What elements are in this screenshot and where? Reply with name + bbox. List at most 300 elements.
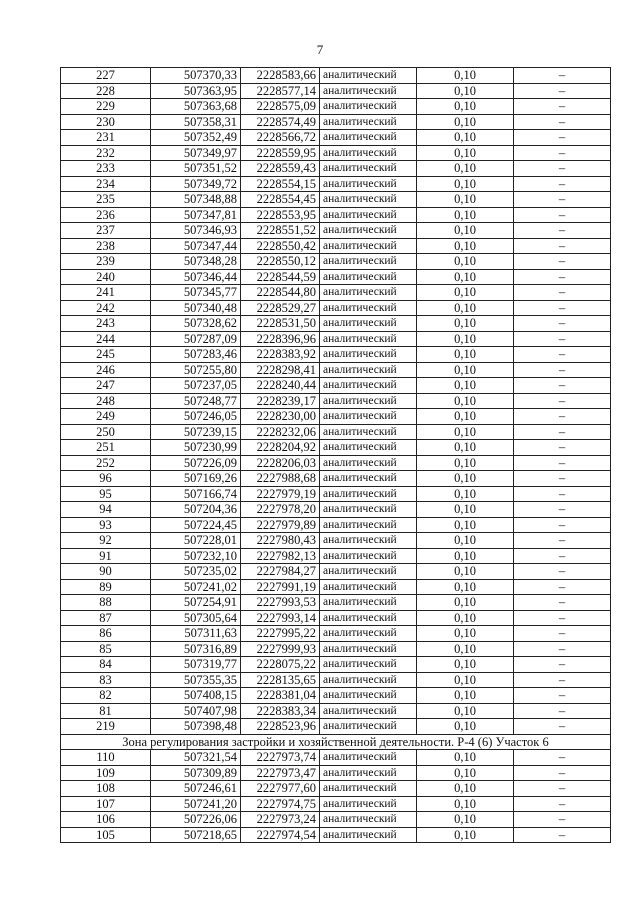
accuracy-cell: 0,10: [417, 192, 514, 208]
accuracy-cell: 0,10: [417, 254, 514, 270]
point-number-cell: 228: [61, 83, 151, 99]
accuracy-cell: 0,10: [417, 688, 514, 704]
accuracy-cell: 0,10: [417, 641, 514, 657]
accuracy-cell: 0,10: [417, 672, 514, 688]
method-cell: аналитический: [320, 254, 417, 270]
x-coordinate-cell: 507345,77: [151, 285, 241, 301]
x-coordinate-cell: 507255,80: [151, 362, 241, 378]
method-cell: аналитический: [320, 486, 417, 502]
y-coordinate-cell: 2228523,96: [241, 719, 320, 735]
table-row: [61, 486, 611, 502]
y-coordinate-cell: 2228559,95: [241, 145, 320, 161]
table-row: [61, 238, 611, 254]
point-number-cell: 108: [61, 781, 151, 797]
point-number-cell: 245: [61, 347, 151, 363]
y-coordinate-cell: 2228383,34: [241, 703, 320, 719]
y-coordinate-cell: 2228239,17: [241, 393, 320, 409]
table-row: [61, 517, 611, 533]
note-cell: –: [514, 703, 611, 719]
table-row: [61, 564, 611, 580]
x-coordinate-cell: 507235,02: [151, 564, 241, 580]
x-coordinate-cell: 507230,99: [151, 440, 241, 456]
point-number-cell: 92: [61, 533, 151, 549]
coordinates-table-body-after: [61, 750, 611, 843]
accuracy-cell: 0,10: [417, 502, 514, 518]
y-coordinate-cell: 2228396,96: [241, 331, 320, 347]
point-number-cell: 230: [61, 114, 151, 130]
point-number-cell: 90: [61, 564, 151, 580]
y-coordinate-cell: 2228553,95: [241, 207, 320, 223]
accuracy-cell: 0,10: [417, 223, 514, 239]
point-number-cell: 234: [61, 176, 151, 192]
y-coordinate-cell: 2228075,22: [241, 657, 320, 673]
table-row: [61, 99, 611, 115]
y-coordinate-cell: 2228232,06: [241, 424, 320, 440]
x-coordinate-cell: 507169,26: [151, 471, 241, 487]
table-row: [61, 130, 611, 146]
note-cell: –: [514, 486, 611, 502]
point-number-cell: 233: [61, 161, 151, 177]
point-number-cell: 96: [61, 471, 151, 487]
method-cell: аналитический: [320, 626, 417, 642]
point-number-cell: 231: [61, 130, 151, 146]
method-cell: аналитический: [320, 657, 417, 673]
coordinates-table: [60, 67, 611, 843]
table-row: [61, 455, 611, 471]
x-coordinate-cell: 507321,54: [151, 750, 241, 766]
method-cell: аналитический: [320, 548, 417, 564]
y-coordinate-cell: 2227993,53: [241, 595, 320, 611]
coordinates-table-body-before: [61, 68, 611, 735]
method-cell: аналитический: [320, 269, 417, 285]
note-cell: –: [514, 610, 611, 626]
method-cell: аналитический: [320, 378, 417, 394]
method-cell: аналитический: [320, 641, 417, 657]
table-row: [61, 703, 611, 719]
note-cell: –: [514, 207, 611, 223]
y-coordinate-cell: 2228554,15: [241, 176, 320, 192]
accuracy-cell: 0,10: [417, 83, 514, 99]
x-coordinate-cell: 507340,48: [151, 300, 241, 316]
table-row: [61, 626, 611, 642]
note-cell: –: [514, 393, 611, 409]
method-cell: аналитический: [320, 688, 417, 704]
method-cell: аналитический: [320, 362, 417, 378]
point-number-cell: 232: [61, 145, 151, 161]
y-coordinate-cell: 2228550,42: [241, 238, 320, 254]
x-coordinate-cell: 507348,88: [151, 192, 241, 208]
accuracy-cell: 0,10: [417, 424, 514, 440]
method-cell: аналитический: [320, 192, 417, 208]
method-cell: аналитический: [320, 83, 417, 99]
y-coordinate-cell: 2228559,43: [241, 161, 320, 177]
point-number-cell: 240: [61, 269, 151, 285]
x-coordinate-cell: 507239,15: [151, 424, 241, 440]
method-cell: аналитический: [320, 207, 417, 223]
y-coordinate-cell: 2227984,27: [241, 564, 320, 580]
x-coordinate-cell: 507232,10: [151, 548, 241, 564]
table-row: [61, 362, 611, 378]
note-cell: –: [514, 424, 611, 440]
x-coordinate-cell: 507287,09: [151, 331, 241, 347]
method-cell: аналитический: [320, 440, 417, 456]
point-number-cell: 229: [61, 99, 151, 115]
note-cell: –: [514, 254, 611, 270]
point-number-cell: 249: [61, 409, 151, 425]
table-row: [61, 641, 611, 657]
point-number-cell: 86: [61, 626, 151, 642]
table-row: [61, 68, 611, 84]
table-row: [61, 347, 611, 363]
method-cell: аналитический: [320, 455, 417, 471]
method-cell: аналитический: [320, 672, 417, 688]
accuracy-cell: 0,10: [417, 99, 514, 115]
y-coordinate-cell: 2228551,52: [241, 223, 320, 239]
point-number-cell: 83: [61, 672, 151, 688]
method-cell: аналитический: [320, 316, 417, 332]
table-row: [61, 409, 611, 425]
y-coordinate-cell: 2228575,09: [241, 99, 320, 115]
method-cell: аналитический: [320, 409, 417, 425]
point-number-cell: 87: [61, 610, 151, 626]
table-row: [61, 176, 611, 192]
table-row: [61, 83, 611, 99]
table-row: [61, 192, 611, 208]
point-number-cell: 105: [61, 827, 151, 843]
accuracy-cell: 0,10: [417, 564, 514, 580]
table-row: [61, 471, 611, 487]
x-coordinate-cell: 507319,77: [151, 657, 241, 673]
x-coordinate-cell: 507226,09: [151, 455, 241, 471]
accuracy-cell: 0,10: [417, 440, 514, 456]
accuracy-cell: 0,10: [417, 176, 514, 192]
y-coordinate-cell: 2228529,27: [241, 300, 320, 316]
point-number-cell: 248: [61, 393, 151, 409]
table-row: [61, 378, 611, 394]
y-coordinate-cell: 2228240,44: [241, 378, 320, 394]
y-coordinate-cell: 2228554,45: [241, 192, 320, 208]
y-coordinate-cell: 2228583,66: [241, 68, 320, 84]
y-coordinate-cell: 2227977,60: [241, 781, 320, 797]
x-coordinate-cell: 507241,02: [151, 579, 241, 595]
accuracy-cell: 0,10: [417, 579, 514, 595]
accuracy-cell: 0,10: [417, 300, 514, 316]
y-coordinate-cell: 2227982,13: [241, 548, 320, 564]
note-cell: –: [514, 99, 611, 115]
point-number-cell: 84: [61, 657, 151, 673]
table-row: [61, 254, 611, 270]
y-coordinate-cell: 2227979,19: [241, 486, 320, 502]
y-coordinate-cell: 2227979,89: [241, 517, 320, 533]
accuracy-cell: 0,10: [417, 626, 514, 642]
x-coordinate-cell: 507224,45: [151, 517, 241, 533]
table-row: [61, 610, 611, 626]
x-coordinate-cell: 507347,44: [151, 238, 241, 254]
method-cell: аналитический: [320, 393, 417, 409]
x-coordinate-cell: 507246,61: [151, 781, 241, 797]
accuracy-cell: 0,10: [417, 781, 514, 797]
y-coordinate-cell: 2228204,92: [241, 440, 320, 456]
method-cell: аналитический: [320, 579, 417, 595]
x-coordinate-cell: 507226,06: [151, 812, 241, 828]
method-cell: аналитический: [320, 502, 417, 518]
note-cell: –: [514, 161, 611, 177]
point-number-cell: 93: [61, 517, 151, 533]
note-cell: –: [514, 533, 611, 549]
note-cell: –: [514, 269, 611, 285]
accuracy-cell: 0,10: [417, 130, 514, 146]
note-cell: –: [514, 440, 611, 456]
x-coordinate-cell: 507363,95: [151, 83, 241, 99]
point-number-cell: 243: [61, 316, 151, 332]
y-coordinate-cell: 2227991,19: [241, 579, 320, 595]
accuracy-cell: 0,10: [417, 409, 514, 425]
accuracy-cell: 0,10: [417, 68, 514, 84]
note-cell: –: [514, 331, 611, 347]
section-header-row: [61, 734, 611, 750]
x-coordinate-cell: 507283,46: [151, 347, 241, 363]
point-number-cell: 107: [61, 796, 151, 812]
note-cell: –: [514, 827, 611, 843]
note-cell: –: [514, 657, 611, 673]
point-number-cell: 244: [61, 331, 151, 347]
table-row: [61, 781, 611, 797]
table-row: [61, 719, 611, 735]
accuracy-cell: 0,10: [417, 812, 514, 828]
point-number-cell: 106: [61, 812, 151, 828]
y-coordinate-cell: 2227999,93: [241, 641, 320, 657]
note-cell: –: [514, 471, 611, 487]
note-cell: –: [514, 83, 611, 99]
x-coordinate-cell: 507246,05: [151, 409, 241, 425]
point-number-cell: 85: [61, 641, 151, 657]
accuracy-cell: 0,10: [417, 657, 514, 673]
note-cell: –: [514, 781, 611, 797]
accuracy-cell: 0,10: [417, 719, 514, 735]
table-row: [61, 750, 611, 766]
accuracy-cell: 0,10: [417, 161, 514, 177]
accuracy-cell: 0,10: [417, 765, 514, 781]
table-row: [61, 548, 611, 564]
note-cell: –: [514, 176, 611, 192]
x-coordinate-cell: 507363,68: [151, 99, 241, 115]
accuracy-cell: 0,10: [417, 486, 514, 502]
note-cell: –: [514, 68, 611, 84]
note-cell: –: [514, 765, 611, 781]
section-header-group: [61, 734, 611, 750]
note-cell: –: [514, 502, 611, 518]
y-coordinate-cell: 2228577,14: [241, 83, 320, 99]
accuracy-cell: 0,10: [417, 703, 514, 719]
method-cell: аналитический: [320, 765, 417, 781]
accuracy-cell: 0,10: [417, 145, 514, 161]
y-coordinate-cell: 2228298,41: [241, 362, 320, 378]
table-row: [61, 765, 611, 781]
note-cell: –: [514, 517, 611, 533]
method-cell: аналитический: [320, 68, 417, 84]
method-cell: аналитический: [320, 285, 417, 301]
x-coordinate-cell: 507349,72: [151, 176, 241, 192]
method-cell: аналитический: [320, 424, 417, 440]
accuracy-cell: 0,10: [417, 455, 514, 471]
method-cell: аналитический: [320, 719, 417, 735]
note-cell: –: [514, 145, 611, 161]
note-cell: –: [514, 672, 611, 688]
y-coordinate-cell: 2228383,92: [241, 347, 320, 363]
method-cell: аналитический: [320, 750, 417, 766]
method-cell: аналитический: [320, 517, 417, 533]
accuracy-cell: 0,10: [417, 750, 514, 766]
x-coordinate-cell: 507408,15: [151, 688, 241, 704]
y-coordinate-cell: 2227988,68: [241, 471, 320, 487]
method-cell: аналитический: [320, 176, 417, 192]
y-coordinate-cell: 2227974,54: [241, 827, 320, 843]
x-coordinate-cell: 507349,97: [151, 145, 241, 161]
y-coordinate-cell: 2227995,22: [241, 626, 320, 642]
table-row: [61, 595, 611, 611]
x-coordinate-cell: 507348,28: [151, 254, 241, 270]
point-number-cell: 241: [61, 285, 151, 301]
table-row: [61, 161, 611, 177]
x-coordinate-cell: 507248,77: [151, 393, 241, 409]
x-coordinate-cell: 507407,98: [151, 703, 241, 719]
point-number-cell: 247: [61, 378, 151, 394]
y-coordinate-cell: 2228381,04: [241, 688, 320, 704]
note-cell: –: [514, 641, 611, 657]
x-coordinate-cell: 507355,35: [151, 672, 241, 688]
method-cell: аналитический: [320, 99, 417, 115]
note-cell: –: [514, 548, 611, 564]
method-cell: аналитический: [320, 300, 417, 316]
table-row: [61, 145, 611, 161]
accuracy-cell: 0,10: [417, 316, 514, 332]
y-coordinate-cell: 2228566,72: [241, 130, 320, 146]
section-title: Зона регулирования застройки и хозяйственной деятельности. Р-4 (6) Участок 6: [61, 734, 611, 750]
y-coordinate-cell: 2227978,20: [241, 502, 320, 518]
point-number-cell: 250: [61, 424, 151, 440]
note-cell: –: [514, 285, 611, 301]
y-coordinate-cell: 2228574,49: [241, 114, 320, 130]
y-coordinate-cell: 2228230,00: [241, 409, 320, 425]
accuracy-cell: 0,10: [417, 285, 514, 301]
table-row: [61, 223, 611, 239]
note-cell: –: [514, 223, 611, 239]
point-number-cell: 246: [61, 362, 151, 378]
table-row: [61, 579, 611, 595]
point-number-cell: 95: [61, 486, 151, 502]
note-cell: –: [514, 812, 611, 828]
table-row: [61, 269, 611, 285]
note-cell: –: [514, 378, 611, 394]
point-number-cell: 110: [61, 750, 151, 766]
accuracy-cell: 0,10: [417, 114, 514, 130]
point-number-cell: 109: [61, 765, 151, 781]
point-number-cell: 91: [61, 548, 151, 564]
x-coordinate-cell: 507316,89: [151, 641, 241, 657]
note-cell: –: [514, 130, 611, 146]
x-coordinate-cell: 507398,48: [151, 719, 241, 735]
x-coordinate-cell: 507241,20: [151, 796, 241, 812]
note-cell: –: [514, 238, 611, 254]
method-cell: аналитический: [320, 564, 417, 580]
accuracy-cell: 0,10: [417, 827, 514, 843]
y-coordinate-cell: 2227973,47: [241, 765, 320, 781]
table-row: [61, 812, 611, 828]
x-coordinate-cell: 507311,63: [151, 626, 241, 642]
note-cell: –: [514, 564, 611, 580]
point-number-cell: 237: [61, 223, 151, 239]
note-cell: –: [514, 595, 611, 611]
y-coordinate-cell: 2228135,65: [241, 672, 320, 688]
x-coordinate-cell: 507328,62: [151, 316, 241, 332]
table-row: [61, 533, 611, 549]
x-coordinate-cell: 507228,01: [151, 533, 241, 549]
table-row: [61, 440, 611, 456]
x-coordinate-cell: 507305,64: [151, 610, 241, 626]
page-number: 7: [316, 42, 324, 57]
method-cell: аналитический: [320, 812, 417, 828]
accuracy-cell: 0,10: [417, 796, 514, 812]
table-row: [61, 424, 611, 440]
note-cell: –: [514, 719, 611, 735]
table-row: [61, 285, 611, 301]
method-cell: аналитический: [320, 471, 417, 487]
x-coordinate-cell: 507237,05: [151, 378, 241, 394]
x-coordinate-cell: 507351,52: [151, 161, 241, 177]
table-row: [61, 316, 611, 332]
accuracy-cell: 0,10: [417, 347, 514, 363]
x-coordinate-cell: 507370,33: [151, 68, 241, 84]
table-row: [61, 502, 611, 518]
point-number-cell: 239: [61, 254, 151, 270]
point-number-cell: 81: [61, 703, 151, 719]
table-row: [61, 331, 611, 347]
y-coordinate-cell: 2228206,03: [241, 455, 320, 471]
method-cell: аналитический: [320, 130, 417, 146]
point-number-cell: 219: [61, 719, 151, 735]
note-cell: –: [514, 316, 611, 332]
x-coordinate-cell: 507358,31: [151, 114, 241, 130]
method-cell: аналитический: [320, 827, 417, 843]
note-cell: –: [514, 347, 611, 363]
table-row: [61, 114, 611, 130]
note-cell: –: [514, 409, 611, 425]
note-cell: –: [514, 114, 611, 130]
x-coordinate-cell: 507346,44: [151, 269, 241, 285]
note-cell: –: [514, 796, 611, 812]
x-coordinate-cell: 507346,93: [151, 223, 241, 239]
accuracy-cell: 0,10: [417, 533, 514, 549]
x-coordinate-cell: 507309,89: [151, 765, 241, 781]
note-cell: –: [514, 300, 611, 316]
x-coordinate-cell: 507166,74: [151, 486, 241, 502]
method-cell: аналитический: [320, 161, 417, 177]
accuracy-cell: 0,10: [417, 595, 514, 611]
point-number-cell: 238: [61, 238, 151, 254]
accuracy-cell: 0,10: [417, 393, 514, 409]
note-cell: –: [514, 750, 611, 766]
x-coordinate-cell: 507204,36: [151, 502, 241, 518]
table-row: [61, 672, 611, 688]
method-cell: аналитический: [320, 347, 417, 363]
point-number-cell: 89: [61, 579, 151, 595]
method-cell: аналитический: [320, 595, 417, 611]
accuracy-cell: 0,10: [417, 548, 514, 564]
point-number-cell: 82: [61, 688, 151, 704]
accuracy-cell: 0,10: [417, 238, 514, 254]
method-cell: аналитический: [320, 610, 417, 626]
accuracy-cell: 0,10: [417, 517, 514, 533]
